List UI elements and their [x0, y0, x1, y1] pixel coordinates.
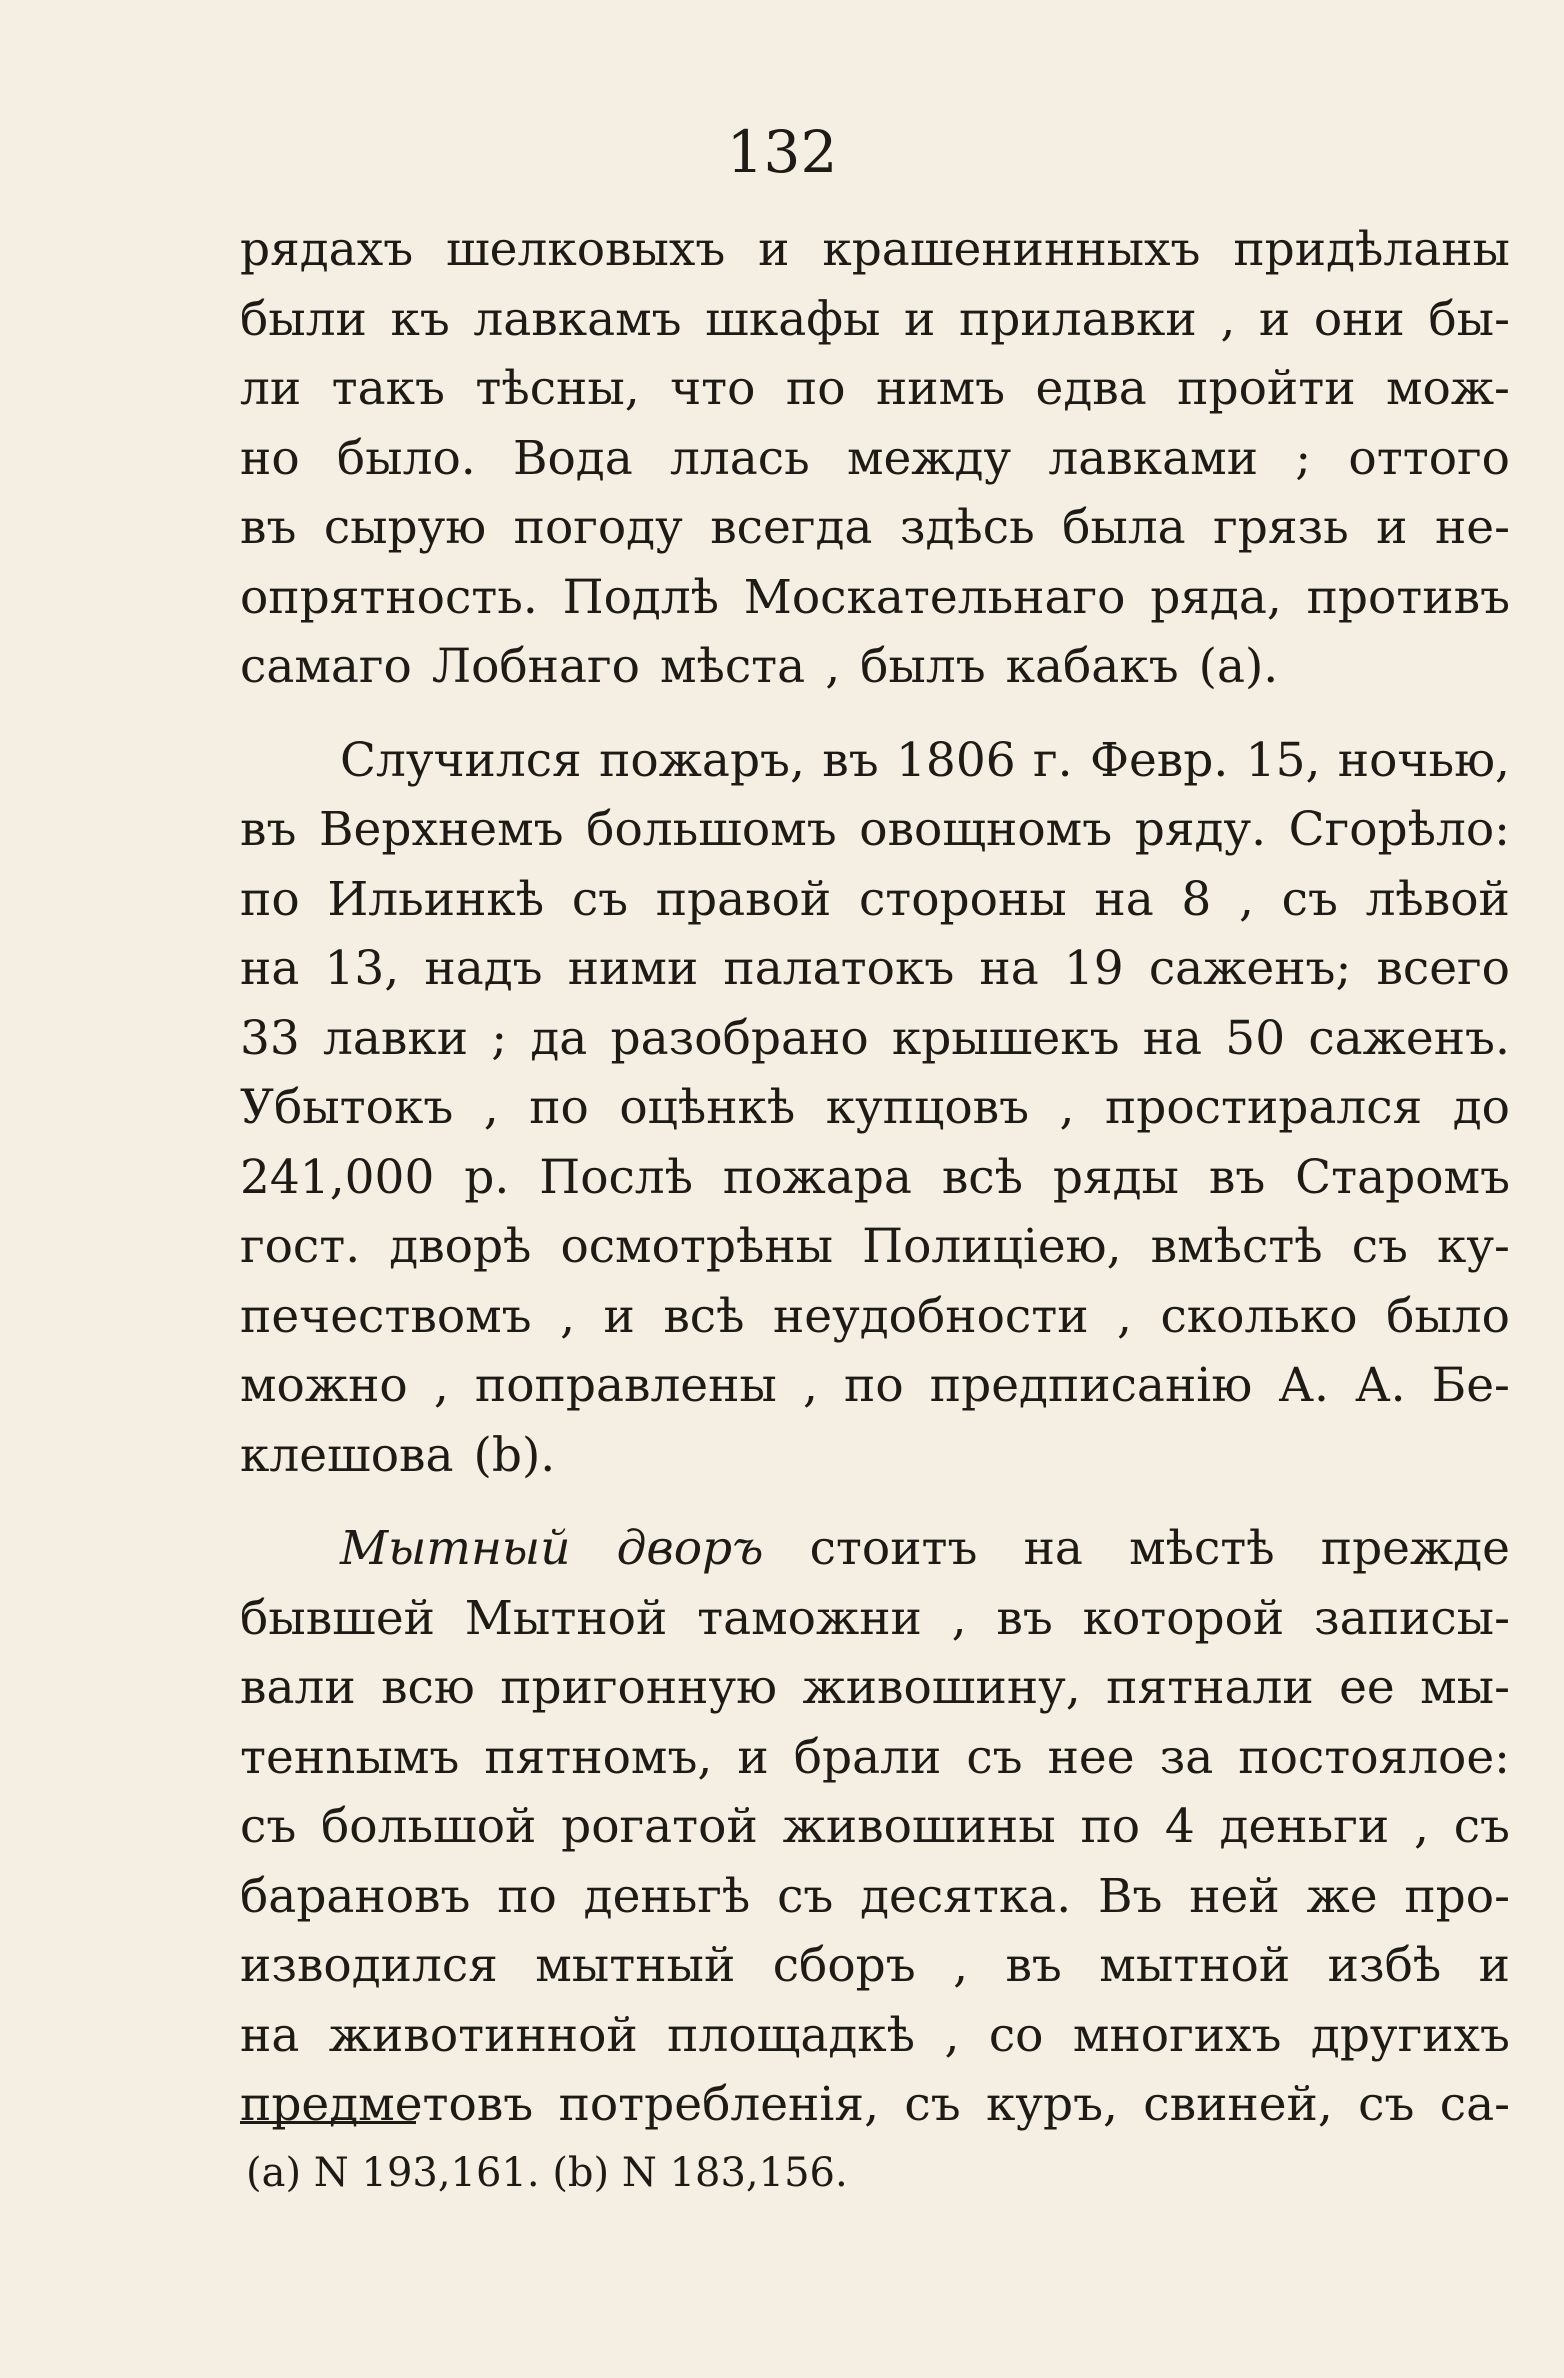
word: Вода: [512, 430, 633, 486]
word: въ: [1005, 1938, 1062, 1993]
word: ,: [483, 1080, 499, 1135]
text-line: [240, 1421, 1510, 1491]
word: ,: [953, 1938, 969, 1993]
word: за: [1159, 1729, 1214, 1785]
word: на: [240, 2007, 300, 2063]
word: рогатой: [561, 1799, 758, 1854]
word: на: [240, 941, 300, 996]
word: живошину,: [802, 1660, 1081, 1715]
text-line: [240, 2001, 1510, 2071]
word: печествомъ: [240, 1288, 532, 1344]
word: ку-: [1437, 1219, 1510, 1274]
word: лавки: [323, 1010, 469, 1066]
word: оттого: [1348, 430, 1510, 486]
word: ,: [1239, 871, 1254, 927]
word: оцѣнкѣ: [619, 1080, 796, 1135]
word: стоитъ: [809, 1521, 978, 1576]
word: ,: [825, 639, 841, 694]
word: грязь: [1213, 500, 1349, 555]
word: купцовъ: [825, 1080, 1029, 1135]
paragraph-gap: [240, 1490, 1510, 1514]
text-line: [240, 493, 1510, 563]
word: правой: [655, 871, 832, 927]
text-line: [240, 1514, 1510, 1584]
word: всѣ: [941, 1149, 1023, 1205]
word: съ: [571, 871, 629, 927]
text-line: [240, 215, 1510, 285]
text-line: [240, 934, 1510, 1004]
word: едва: [1035, 361, 1147, 416]
word: ,: [433, 1358, 449, 1413]
word: нимъ: [875, 361, 1006, 416]
word: Убытокъ: [240, 1080, 454, 1135]
word: площадкѣ: [667, 2007, 916, 2063]
word: 50: [1225, 1010, 1286, 1066]
word: сырую: [323, 500, 487, 555]
word: многихъ: [1072, 2007, 1282, 2063]
text-line: [240, 1653, 1510, 1723]
word: Верхнемъ: [319, 802, 564, 857]
word: лѣвой: [1365, 871, 1510, 927]
word: брали: [793, 1729, 942, 1785]
word: прежде: [1320, 1521, 1510, 1576]
word: со: [988, 2007, 1044, 2063]
word: палатокъ: [723, 941, 955, 996]
word: А.: [1278, 1358, 1329, 1413]
word: въ: [240, 802, 297, 857]
text-line: [240, 285, 1510, 355]
word: съ: [1281, 871, 1338, 927]
word: разобрано: [610, 1010, 869, 1066]
word: сборъ: [772, 1938, 916, 1993]
word: Лобнаго: [431, 639, 640, 694]
word: большомъ: [586, 802, 837, 857]
word: куръ,: [985, 2077, 1118, 2132]
word: мытной: [1099, 1938, 1291, 1993]
word: по: [529, 1080, 589, 1135]
word: мѣстѣ: [1129, 1521, 1275, 1576]
word: съ: [1358, 2077, 1415, 2132]
word: прилавки: [958, 291, 1197, 347]
word: придѣланы: [1233, 222, 1510, 277]
word: до: [1452, 1080, 1510, 1135]
word: тенnымъ: [240, 1729, 460, 1785]
word: съ: [1453, 1799, 1510, 1854]
word: другихъ: [1310, 2007, 1510, 2063]
word: съ: [1351, 1219, 1408, 1274]
word: ;: [491, 1010, 508, 1066]
word: по: [844, 1358, 904, 1413]
word: кабакъ: [1005, 639, 1179, 694]
word: и: [1258, 291, 1291, 347]
word: деньгѣ: [583, 1868, 751, 1924]
word: но: [240, 430, 300, 486]
body-text: [240, 215, 1510, 2140]
text-line: [240, 1351, 1510, 1421]
word: ,: [1220, 291, 1236, 347]
word: стороны: [858, 871, 1067, 927]
word: шелковыхъ: [445, 222, 726, 277]
word: Мытной: [464, 1590, 668, 1646]
word: въ: [1208, 1149, 1266, 1205]
word: саженъ.: [1308, 1010, 1510, 1066]
word: и: [603, 1288, 635, 1344]
word: 241,000: [240, 1149, 435, 1205]
text-line: [240, 632, 1510, 702]
word: 8: [1181, 871, 1212, 927]
word: мы-: [1420, 1660, 1510, 1715]
word: ,: [1413, 1799, 1429, 1854]
word: не-: [1434, 500, 1510, 555]
word: (b).: [473, 1427, 556, 1483]
word: ряду.: [1134, 802, 1267, 857]
word: Ильинкѣ: [327, 871, 545, 927]
word: свиней,: [1143, 2077, 1333, 2132]
word: 4: [1164, 1799, 1195, 1854]
word: же: [1306, 1868, 1378, 1924]
word: всего: [1376, 941, 1510, 996]
word: на: [1094, 871, 1154, 927]
word: 15,: [1245, 732, 1321, 788]
word: бы-: [1428, 291, 1510, 347]
word: лавками: [1048, 430, 1259, 486]
word: Полиціею,: [862, 1219, 1122, 1274]
word: пригонную: [500, 1660, 778, 1715]
text-line: [240, 1792, 1510, 1862]
word: они: [1313, 291, 1405, 347]
word: которой: [1082, 1590, 1285, 1646]
text-line: [240, 865, 1510, 935]
word: ее: [1339, 1660, 1395, 1715]
word: осмотрѣны: [560, 1219, 834, 1274]
word: лавкамъ: [473, 291, 682, 347]
text-line: [240, 1723, 1510, 1793]
word: по: [785, 361, 846, 416]
word: десятка.: [860, 1868, 1072, 1924]
word: крышекъ: [891, 1010, 1120, 1066]
word: въ: [822, 732, 879, 788]
word: всегда: [710, 500, 873, 555]
word: на: [979, 941, 1039, 996]
word: на: [1023, 1521, 1083, 1576]
word: рядахъ: [240, 222, 414, 277]
text-line: [240, 1584, 1510, 1654]
word: и: [1478, 1938, 1510, 1993]
word: съ: [240, 1799, 297, 1854]
word: Сгорѣло:: [1288, 802, 1510, 857]
word: избѣ: [1327, 1938, 1442, 1993]
word: и: [1376, 500, 1408, 555]
word: Мытный: [340, 1521, 571, 1576]
word: 19: [1063, 941, 1124, 996]
word: было.: [336, 430, 476, 486]
word: Февр.: [1089, 732, 1229, 788]
word: что: [670, 361, 756, 416]
word: нее: [1047, 1729, 1135, 1785]
word: ,: [802, 1358, 818, 1413]
word: Москательнаго: [743, 569, 1126, 625]
word: съ: [904, 2077, 961, 2132]
text-line: [240, 1212, 1510, 1282]
word: деньги: [1219, 1799, 1390, 1854]
word: мож-: [1385, 361, 1510, 416]
word: дворъ: [616, 1521, 764, 1576]
text-line: [240, 1004, 1510, 1074]
word: погоду: [513, 500, 683, 555]
word: про-: [1404, 1868, 1510, 1924]
word: ;: [1295, 430, 1312, 486]
word: мытный: [535, 1938, 736, 1993]
word: былъ: [860, 639, 986, 694]
word: неудобности: [772, 1288, 1089, 1344]
word: простирался: [1104, 1080, 1423, 1135]
text-line: [240, 563, 1510, 633]
word: въ: [996, 1590, 1053, 1646]
word: была: [1062, 500, 1186, 555]
text-line: [240, 1073, 1510, 1143]
paragraph-gap: [240, 702, 1510, 726]
word: дворѣ: [389, 1219, 532, 1274]
word: надъ: [424, 941, 543, 996]
word: крашенинныхъ: [822, 222, 1201, 277]
word: было: [1386, 1288, 1510, 1344]
word: постоялое:: [1238, 1729, 1510, 1785]
word: записы-: [1314, 1590, 1510, 1646]
footnotes: (a) N 193,161. (b) N 183,156.: [246, 2150, 848, 2196]
word: г.: [1033, 732, 1073, 788]
word: пройти: [1177, 361, 1356, 416]
word: са-: [1439, 2077, 1510, 2132]
word: шкафы: [705, 291, 881, 347]
text-line: [240, 2070, 1510, 2140]
word: тѣсны,: [475, 361, 640, 416]
word: поправлены: [474, 1358, 777, 1413]
word: Послѣ: [539, 1149, 694, 1205]
word: сколько: [1160, 1288, 1358, 1344]
text-line: [240, 1862, 1510, 1932]
word: А.: [1355, 1358, 1406, 1413]
word: и: [737, 1729, 769, 1785]
word: ночью,: [1337, 732, 1510, 788]
word: Подлѣ: [562, 569, 720, 625]
word: по: [1080, 1799, 1141, 1854]
word: ли: [240, 361, 302, 416]
word: по: [240, 871, 300, 927]
word: опрятность.: [240, 569, 538, 625]
word: ,: [944, 2007, 960, 2063]
word: барановъ: [240, 1868, 471, 1924]
text-line: [240, 795, 1510, 865]
word: ,: [560, 1288, 576, 1344]
word: къ: [390, 291, 450, 347]
footnote-rule: [240, 2121, 416, 2124]
word: съ: [966, 1729, 1023, 1785]
word: здѣсь: [899, 500, 1035, 555]
word: такъ: [331, 361, 445, 416]
word: съ: [777, 1868, 834, 1924]
word: предметовъ: [240, 2077, 534, 2132]
word: животинной: [328, 2007, 638, 2063]
word: 1806: [896, 732, 1016, 788]
word: пожаръ,: [599, 732, 805, 788]
word: по: [497, 1868, 557, 1924]
word: пятномъ,: [484, 1729, 713, 1785]
word: саженъ;: [1148, 941, 1352, 996]
word: предписанію: [929, 1358, 1253, 1413]
word: ряда,: [1150, 569, 1282, 625]
word: всю: [381, 1660, 475, 1715]
text-line: [240, 1282, 1510, 1352]
word: (а).: [1198, 639, 1279, 694]
word: бывшей: [240, 1590, 435, 1646]
word: 33: [240, 1010, 300, 1066]
word: ,: [1059, 1080, 1075, 1135]
text-line: [240, 1143, 1510, 1213]
word: ней: [1189, 1868, 1280, 1924]
word: пятнали: [1106, 1660, 1314, 1715]
word: и: [758, 222, 790, 277]
text-line: [240, 424, 1510, 494]
word: изводился: [240, 1938, 498, 1993]
word: ллась: [670, 430, 810, 486]
word: ,: [951, 1590, 967, 1646]
word: въ: [240, 500, 297, 555]
text-line: [240, 726, 1510, 796]
word: можно: [240, 1358, 408, 1413]
word: Въ: [1097, 1868, 1163, 1924]
word: самаго: [240, 639, 412, 694]
word: вали: [240, 1660, 356, 1715]
word: и: [904, 291, 936, 347]
word: мѣста: [659, 639, 806, 694]
word: вмѣстѣ: [1150, 1219, 1323, 1274]
word: были: [240, 291, 367, 347]
word: 13,: [324, 941, 400, 996]
word: Случился: [340, 732, 582, 788]
word: овощномъ: [859, 802, 1113, 857]
text-line: [240, 1931, 1510, 2001]
word: ряды: [1052, 1149, 1179, 1205]
word: клешова: [240, 1427, 454, 1483]
word: гост.: [240, 1219, 361, 1274]
word: большой: [321, 1799, 537, 1854]
word: да: [530, 1010, 588, 1066]
word: противъ: [1306, 569, 1510, 625]
word: живошины: [782, 1799, 1056, 1854]
word: Старомъ: [1295, 1149, 1510, 1205]
word: между: [846, 430, 1012, 486]
word: на: [1142, 1010, 1203, 1066]
word: таможни: [697, 1590, 922, 1646]
word: Бе-: [1431, 1358, 1510, 1413]
word: ними: [567, 941, 699, 996]
page-number: 132: [726, 118, 838, 186]
word: пожара: [722, 1149, 912, 1205]
word: потребленія,: [558, 2077, 880, 2132]
text-line: [240, 354, 1510, 424]
word: ,: [1117, 1288, 1132, 1344]
word: р.: [464, 1149, 510, 1205]
word: всѣ: [663, 1288, 745, 1344]
